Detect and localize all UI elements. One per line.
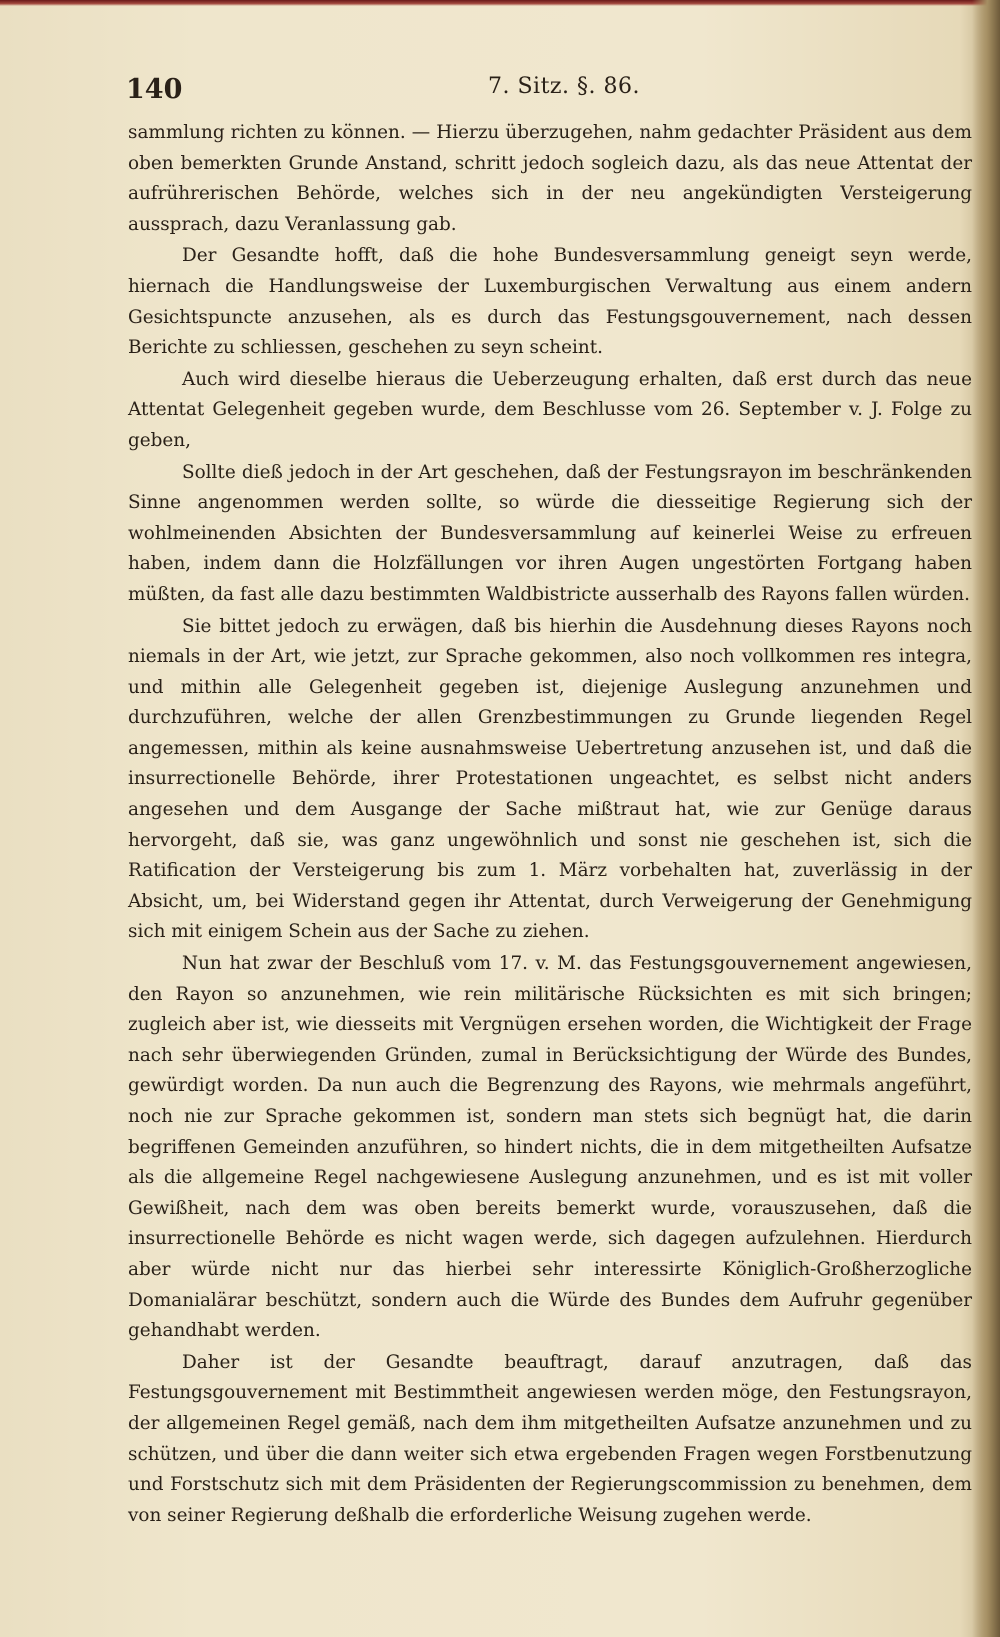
page-top-edge (0, 0, 1000, 6)
page-header (126, 72, 972, 108)
paragraph: Auch wird dieselbe hieraus die Ueberzeugung erhalten, daß erst durch das neue Attentat Gelegenheit gegeben wurde, dem Beschlusse vom 26. September v. J. Folge zu geben, (128, 368, 972, 451)
page-binding-edge (972, 0, 1000, 1637)
paragraph: Sollte dieß jedoch in der Art geschehen, daß der Festungsrayon im beschränkenden Sinne angenommen werden sollte, so würde die diesseitige Regierung sich der wohlmeinenden Absichten der Bundesversammlung auf keinerlei Weise zu erfreuen haben, indem dann die Holzfällungen vor ihren Augen ungestörten Fortgang haben müßten, da fast alle dazu bestimmten Waldbistricte ausserhalb des Rayons fallen würden. (128, 461, 972, 605)
body-text (128, 118, 972, 1531)
paragraph: Sie bittet jedoch zu erwägen, daß bis hierhin die Ausdehnung dieses Rayons noch niemals in der Art, wie jetzt, zur Sprache gekommen, also noch vollkommen res integra, und mithin alle Gelegenheit gegeben ist, diejenige Auslegung anzunehmen und durchzuführen, welche der allen Grenzbestimmungen zu Grunde liegenden Regel angemessen, mithin als keine ausnahmsweise Uebertretung anzusehen ist, und daß die insurrectionelle Behörde, ihrer Protestationen ungeachtet, es selbst nicht anders angesehen und dem Ausgange der Sache mißtraut hat, wie zur Genüge daraus hervorgeht, daß sie, was ganz ungewöhnlich und sonst nie geschehen ist, sich die Ratification der Versteigerung bis zum 1. März vorbehalten hat, zuverlässig in der Absicht, um, bei Widerstand gegen ihr Attentat, durch Verweigerung der Genehmigung sich mit einigem Schein aus der Sache zu ziehen. (128, 615, 972, 943)
page-number: 140 (126, 74, 183, 105)
paragraph: Daher ist der Gesandte beauftragt, darauf anzutragen, daß das Festungsgouvernement mit Bestimmtheit angewiesen werden möge, den Festungsrayon, der allgemeinen Regel gemäß, nach dem ihm mitgetheilten Aufsatze anzunehmen und zu schützen, und über die dann weiter sich etwa ergebenden Fragen wegen Forstbenutzung und Forstschutz sich mit dem Präsidenten der Regierungscommission zu benehmen, dem von seiner Regierung deßhalb die erforderliche Weisung zugehen werde. (128, 1351, 972, 1526)
paragraph: Der Gesandte hofft, daß die hohe Bundesversammlung geneigt seyn werde, hiernach die Handlungsweise der Luxemburgischen Verwaltung aus einem andern Gesichtspuncte anzusehen, als es durch das Festungsgouvernement, nach dessen Berichte zu schliessen, geschehen zu seyn scheint. (128, 245, 972, 359)
running-head: 7. Sitz. §. 86. (488, 74, 640, 99)
paragraph: Nun hat zwar der Beschluß vom 17. v. M. das Festungsgouvernement angewiesen, den Rayon so anzunehmen, wie rein militärische Rücksichten es mit sich bringen; zugleich aber ist, wie diesseits mit Vergnügen ersehen worden, die Wichtigkeit der Frage nach sehr überwiegenden Gründen, zumal in Berücksichtigung der Würde des Bundes, gewürdigt worden. Da nun auch die Begrenzung des Rayons, wie mehrmals angeführt, noch nie zur Sprache gekommen ist, sondern man stets sich begnügt hat, die darin begriffenen Gemeinden anzuführen, so hindert nichts, die in dem mitgetheilten Aufsatze als die allgemeine Regel nachgewiesene Auslegung anzunehmen, und es ist mit voller Gewißheit, nach dem was oben bereits bemerkt wurde, vorauszusehen, daß die insurrectionelle Behörde es nicht wagen werde, sich dagegen aufzulehnen. Hierdurch aber würde nicht nur das hierbei sehr interessirte Königlich-Großherzogliche Domanialärar beschützt, sondern auch die Würde des Bundes dem Aufruhr gegenüber gehandhabt werden. (128, 953, 972, 1342)
paragraph: sammlung richten zu können. — Hierzu überzugehen, nahm gedachter Präsident aus dem oben bemerkten Grunde Anstand, schritt jedoch sogleich dazu, als das neue Attentat der aufrührerischen Behörde, welches sich in der neu angekündigten Versteigerung aussprach, dazu Veranlassung gab. (128, 122, 972, 235)
